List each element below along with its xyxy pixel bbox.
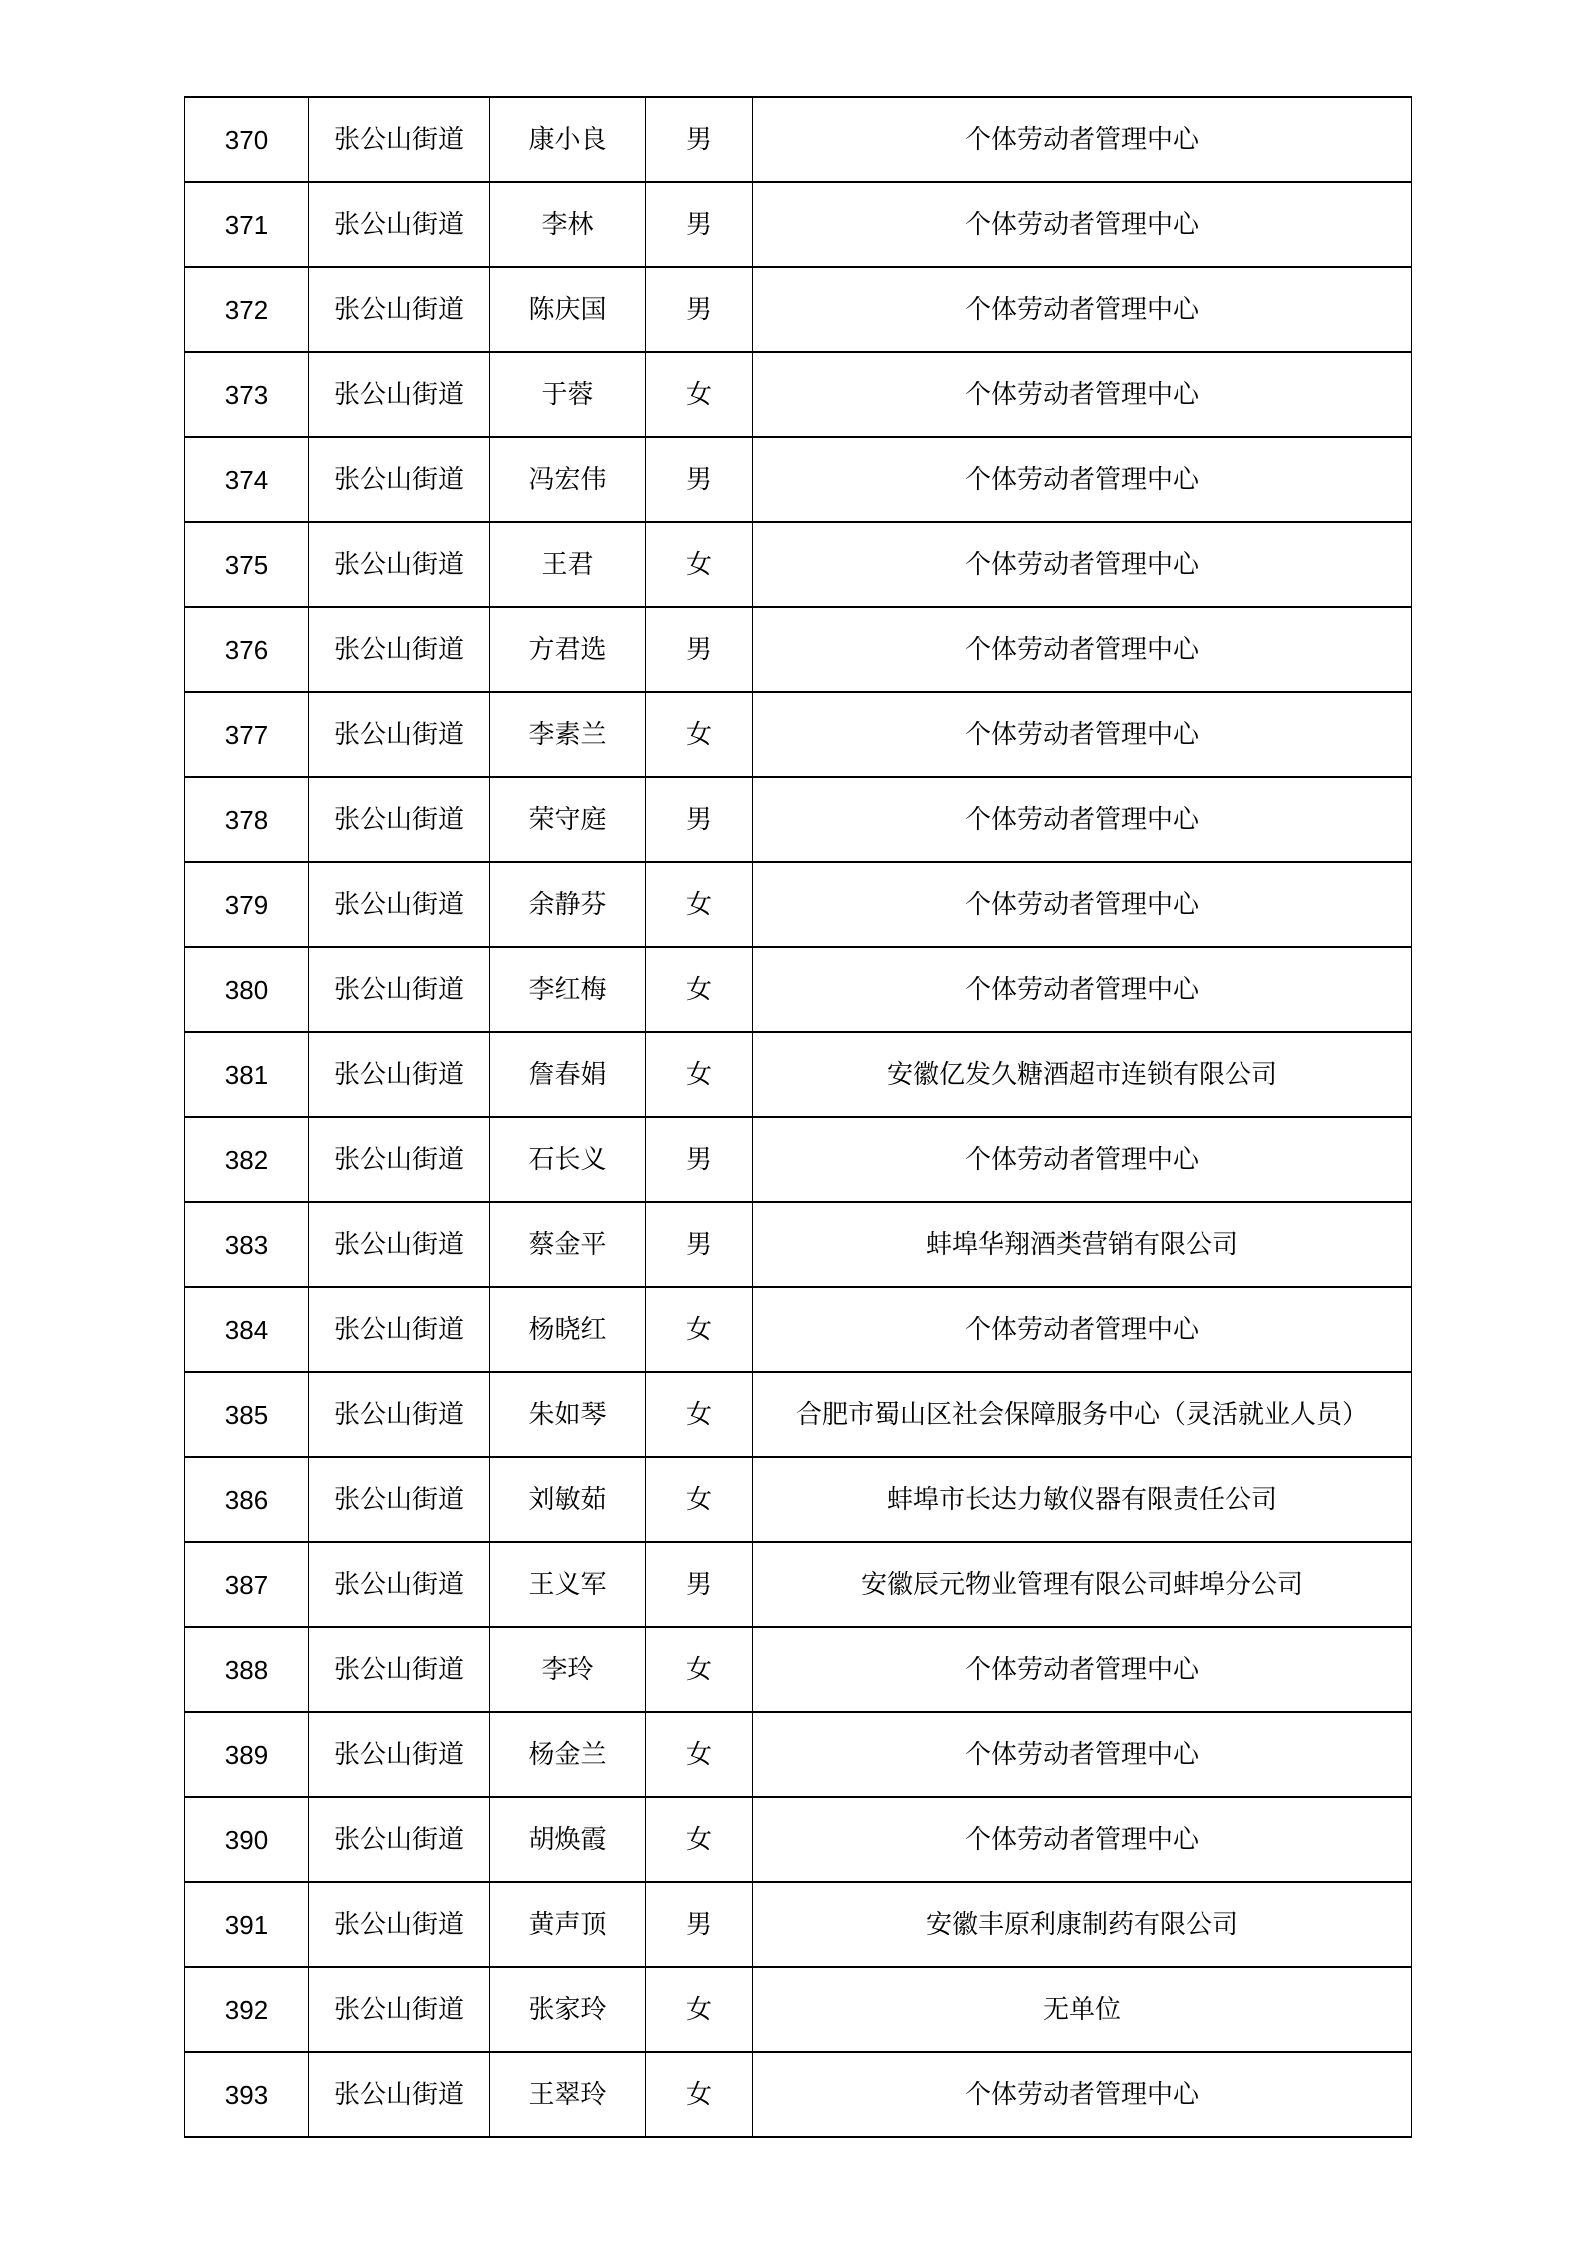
unit-cell: 安徽亿发久糖酒超市连锁有限公司 <box>753 1032 1412 1117</box>
row-number-cell: 389 <box>185 1712 309 1797</box>
unit-cell: 个体劳动者管理中心 <box>753 862 1412 947</box>
name-cell: 杨晓红 <box>490 1287 646 1372</box>
unit-cell: 个体劳动者管理中心 <box>753 182 1412 267</box>
row-number-cell: 388 <box>185 1627 309 1712</box>
table-row <box>185 1882 1412 1967</box>
gender-cell: 女 <box>646 1372 753 1457</box>
name-cell: 李红梅 <box>490 947 646 1032</box>
row-number-cell: 377 <box>185 692 309 777</box>
name-cell: 王翠玲 <box>490 2052 646 2137</box>
row-number-cell: 381 <box>185 1032 309 1117</box>
name-cell: 于蓉 <box>490 352 646 437</box>
unit-cell: 安徽丰原利康制药有限公司 <box>753 1882 1412 1967</box>
street-cell: 张公山街道 <box>309 1797 490 1882</box>
table-row <box>185 352 1412 437</box>
gender-cell: 男 <box>646 97 753 182</box>
table-row <box>185 1542 1412 1627</box>
table-row <box>185 1202 1412 1287</box>
table-row <box>185 1032 1412 1117</box>
gender-cell: 男 <box>646 607 753 692</box>
unit-cell: 个体劳动者管理中心 <box>753 1627 1412 1712</box>
table-row <box>185 1967 1412 2052</box>
gender-cell: 男 <box>646 437 753 522</box>
table-row <box>185 777 1412 862</box>
name-cell: 李玲 <box>490 1627 646 1712</box>
street-cell: 张公山街道 <box>309 182 490 267</box>
gender-cell: 男 <box>646 777 753 862</box>
unit-cell: 个体劳动者管理中心 <box>753 267 1412 352</box>
gender-cell: 男 <box>646 182 753 267</box>
gender-cell: 男 <box>646 267 753 352</box>
gender-cell: 女 <box>646 1032 753 1117</box>
row-number-cell: 373 <box>185 352 309 437</box>
row-number-cell: 382 <box>185 1117 309 1202</box>
row-number-cell: 370 <box>185 97 309 182</box>
unit-cell: 无单位 <box>753 1967 1412 2052</box>
row-number-cell: 378 <box>185 777 309 862</box>
row-number-cell: 383 <box>185 1202 309 1287</box>
table-row <box>185 607 1412 692</box>
gender-cell: 女 <box>646 1457 753 1542</box>
unit-cell: 个体劳动者管理中心 <box>753 1797 1412 1882</box>
name-cell: 李素兰 <box>490 692 646 777</box>
row-number-cell: 387 <box>185 1542 309 1627</box>
name-cell: 朱如琴 <box>490 1372 646 1457</box>
name-cell: 王君 <box>490 522 646 607</box>
unit-cell: 个体劳动者管理中心 <box>753 522 1412 607</box>
street-cell: 张公山街道 <box>309 947 490 1032</box>
unit-cell: 个体劳动者管理中心 <box>753 1287 1412 1372</box>
gender-cell: 女 <box>646 522 753 607</box>
gender-cell: 女 <box>646 352 753 437</box>
table-row <box>185 1627 1412 1712</box>
street-cell: 张公山街道 <box>309 777 490 862</box>
name-cell: 李林 <box>490 182 646 267</box>
street-cell: 张公山街道 <box>309 267 490 352</box>
row-number-cell: 386 <box>185 1457 309 1542</box>
row-number-cell: 376 <box>185 607 309 692</box>
unit-cell: 个体劳动者管理中心 <box>753 437 1412 522</box>
table-row <box>185 862 1412 947</box>
gender-cell: 女 <box>646 862 753 947</box>
row-number-cell: 374 <box>185 437 309 522</box>
row-number-cell: 379 <box>185 862 309 947</box>
row-number-cell: 391 <box>185 1882 309 1967</box>
street-cell: 张公山街道 <box>309 522 490 607</box>
name-cell: 陈庆国 <box>490 267 646 352</box>
gender-cell: 男 <box>646 1882 753 1967</box>
name-cell: 胡焕霞 <box>490 1797 646 1882</box>
table-row <box>185 1287 1412 1372</box>
unit-cell: 个体劳动者管理中心 <box>753 1117 1412 1202</box>
table-row <box>185 1457 1412 1542</box>
row-number-cell: 372 <box>185 267 309 352</box>
gender-cell: 女 <box>646 692 753 777</box>
table-row <box>185 1372 1412 1457</box>
roster-table <box>184 96 1412 2138</box>
row-number-cell: 390 <box>185 1797 309 1882</box>
street-cell: 张公山街道 <box>309 1457 490 1542</box>
gender-cell: 男 <box>646 1117 753 1202</box>
street-cell: 张公山街道 <box>309 607 490 692</box>
name-cell: 詹春娟 <box>490 1032 646 1117</box>
table-row <box>185 267 1412 352</box>
table-row <box>185 947 1412 1032</box>
table-row <box>185 1797 1412 1882</box>
table-row <box>185 1117 1412 1202</box>
unit-cell: 个体劳动者管理中心 <box>753 1712 1412 1797</box>
unit-cell: 安徽辰元物业管理有限公司蚌埠分公司 <box>753 1542 1412 1627</box>
street-cell: 张公山街道 <box>309 1032 490 1117</box>
unit-cell: 蚌埠华翔酒类营销有限公司 <box>753 1202 1412 1287</box>
unit-cell: 个体劳动者管理中心 <box>753 97 1412 182</box>
gender-cell: 男 <box>646 1202 753 1287</box>
street-cell: 张公山街道 <box>309 1117 490 1202</box>
gender-cell: 女 <box>646 1287 753 1372</box>
street-cell: 张公山街道 <box>309 1627 490 1712</box>
unit-cell: 个体劳动者管理中心 <box>753 607 1412 692</box>
table-row <box>185 2052 1412 2137</box>
street-cell: 张公山街道 <box>309 1202 490 1287</box>
unit-cell: 个体劳动者管理中心 <box>753 2052 1412 2137</box>
gender-cell: 女 <box>646 1627 753 1712</box>
gender-cell: 女 <box>646 2052 753 2137</box>
unit-cell: 个体劳动者管理中心 <box>753 692 1412 777</box>
row-number-cell: 384 <box>185 1287 309 1372</box>
table-row <box>185 522 1412 607</box>
name-cell: 张家玲 <box>490 1967 646 2052</box>
name-cell: 荣守庭 <box>490 777 646 862</box>
table-row <box>185 1712 1412 1797</box>
street-cell: 张公山街道 <box>309 1287 490 1372</box>
street-cell: 张公山街道 <box>309 1712 490 1797</box>
unit-cell: 蚌埠市长达力敏仪器有限责任公司 <box>753 1457 1412 1542</box>
table-row <box>185 437 1412 522</box>
table-row <box>185 97 1412 182</box>
row-number-cell: 371 <box>185 182 309 267</box>
name-cell: 刘敏茹 <box>490 1457 646 1542</box>
row-number-cell: 392 <box>185 1967 309 2052</box>
unit-cell: 合肥市蜀山区社会保障服务中心（灵活就业人员） <box>753 1372 1412 1457</box>
street-cell: 张公山街道 <box>309 1372 490 1457</box>
row-number-cell: 375 <box>185 522 309 607</box>
row-number-cell: 380 <box>185 947 309 1032</box>
name-cell: 方君选 <box>490 607 646 692</box>
street-cell: 张公山街道 <box>309 862 490 947</box>
street-cell: 张公山街道 <box>309 692 490 777</box>
gender-cell: 女 <box>646 1967 753 2052</box>
unit-cell: 个体劳动者管理中心 <box>753 947 1412 1032</box>
name-cell: 余静芬 <box>490 862 646 947</box>
street-cell: 张公山街道 <box>309 2052 490 2137</box>
gender-cell: 女 <box>646 947 753 1032</box>
street-cell: 张公山街道 <box>309 352 490 437</box>
street-cell: 张公山街道 <box>309 1542 490 1627</box>
roster-table-body <box>185 97 1412 2137</box>
row-number-cell: 385 <box>185 1372 309 1457</box>
name-cell: 黄声顶 <box>490 1882 646 1967</box>
table-row <box>185 692 1412 777</box>
gender-cell: 女 <box>646 1712 753 1797</box>
name-cell: 冯宏伟 <box>490 437 646 522</box>
gender-cell: 女 <box>646 1797 753 1882</box>
unit-cell: 个体劳动者管理中心 <box>753 352 1412 437</box>
unit-cell: 个体劳动者管理中心 <box>753 777 1412 862</box>
name-cell: 石长义 <box>490 1117 646 1202</box>
gender-cell: 男 <box>646 1542 753 1627</box>
table-row <box>185 182 1412 267</box>
street-cell: 张公山街道 <box>309 1882 490 1967</box>
street-cell: 张公山街道 <box>309 1967 490 2052</box>
row-number-cell: 393 <box>185 2052 309 2137</box>
name-cell: 王义军 <box>490 1542 646 1627</box>
name-cell: 杨金兰 <box>490 1712 646 1797</box>
name-cell: 康小良 <box>490 97 646 182</box>
street-cell: 张公山街道 <box>309 97 490 182</box>
name-cell: 蔡金平 <box>490 1202 646 1287</box>
street-cell: 张公山街道 <box>309 437 490 522</box>
